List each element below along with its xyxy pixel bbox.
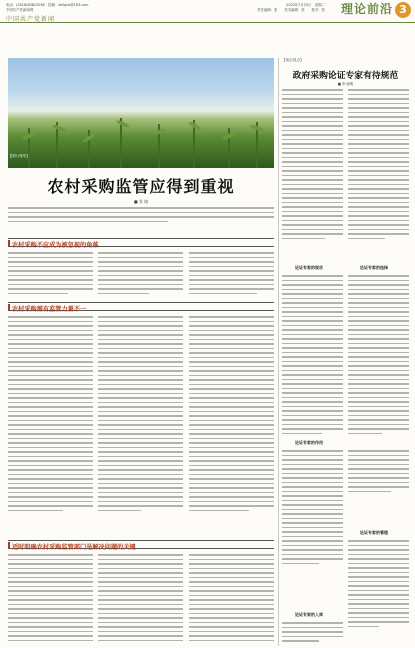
- sidebar-column: [282, 89, 343, 242]
- body-column: [8, 554, 93, 644]
- section-title: 理论前沿: [340, 2, 393, 16]
- contact-line: 电话：(0516)83822036 投稿：zhllgcb@163.com: [6, 3, 89, 7]
- body-column: [189, 316, 274, 514]
- section-heading-3: 适时明确农村采购监管部门是解决问题的关键: [8, 540, 274, 549]
- sidebar-subhead: 论证专家的作用: [295, 440, 323, 445]
- page-number-badge: 3: [395, 2, 411, 18]
- sidebar-column: [348, 89, 409, 242]
- sidebar-column: [348, 275, 409, 437]
- body-column: [189, 554, 274, 644]
- masthead: 中国共产党新闻: [6, 16, 56, 23]
- body-column: [98, 252, 183, 297]
- sidebar-subhead: 论证专家的管理: [360, 530, 388, 535]
- sidebar-column: [282, 275, 343, 437]
- sidebar-column: [348, 540, 409, 630]
- sidebar-column: [282, 450, 343, 567]
- cornfield-photo: [8, 58, 274, 168]
- sidebar-column: [282, 622, 343, 645]
- body-column: [98, 554, 183, 644]
- date-line: 2023年7月25日 星期二: [286, 3, 325, 7]
- body-column: [8, 316, 93, 514]
- sidebar-subhead: 论证专家的选择: [360, 265, 388, 270]
- sidebar-subhead: 论证专家的现状: [295, 265, 323, 270]
- body-column: [189, 252, 274, 297]
- photo-caption: 【图片/张华】: [8, 154, 30, 158]
- header-rule: [0, 22, 415, 23]
- page-header: [0, 0, 415, 58]
- editor-line: 责任编辑：张 美术编辑：张 校对：张: [257, 8, 325, 12]
- site-line: 中国共产党新闻网: [6, 8, 34, 12]
- sidebar-column: [348, 450, 409, 495]
- body-column: [98, 316, 183, 514]
- article-headline: 农村采购监管应得到重视: [47, 177, 235, 196]
- section-heading-1: 农村采购不应成为被忽视的角落: [8, 238, 274, 247]
- section-heading-2: 农村采购需有监管力量不一: [8, 302, 274, 311]
- sidebar-byline: ■ 李 晓明: [337, 82, 354, 86]
- column-divider: [278, 58, 279, 646]
- article-byline: ■ 张 晓: [133, 199, 149, 204]
- body-column: [8, 252, 93, 297]
- sidebar-subhead: 论证专家的入库: [295, 612, 323, 617]
- article-lead: [8, 207, 274, 229]
- sidebar-title: 政府采购论证专家有待规范: [292, 71, 399, 81]
- sidebar-tag: 【前沿视点】: [282, 58, 304, 62]
